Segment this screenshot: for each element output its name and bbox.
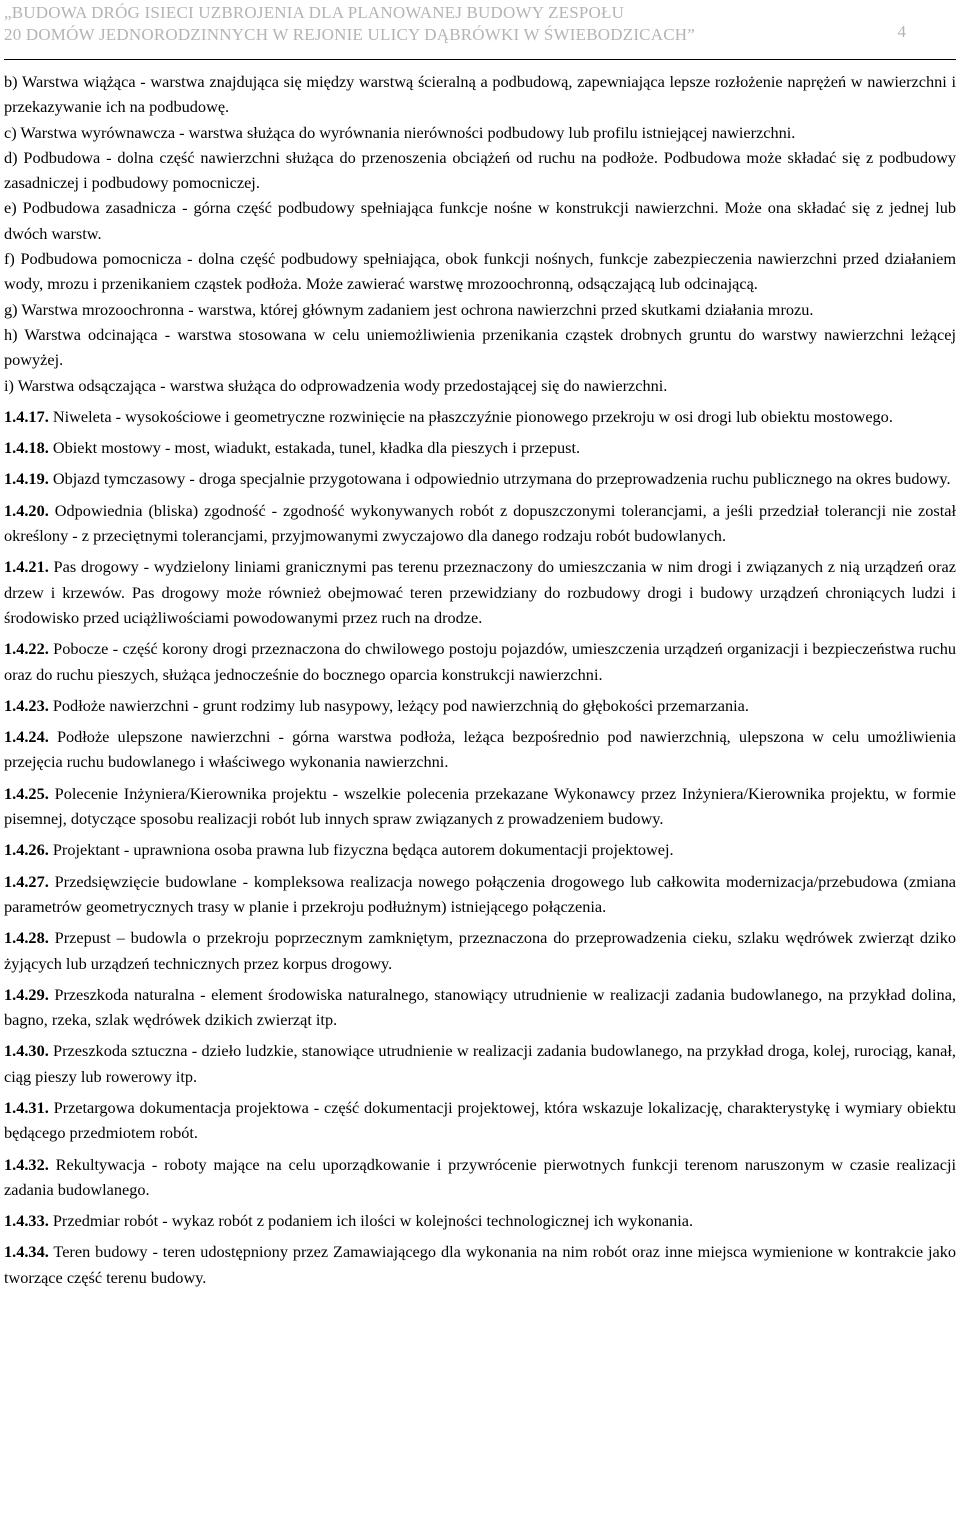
definition-number: 1.4.17.	[4, 406, 49, 426]
definition-1-4-19	[4, 466, 956, 491]
definition-number: 1.4.23.	[4, 695, 49, 715]
definition-text: Projektant - uprawniona osoba prawna lub fizyczna będąca autorem dokumentacji projektowej.	[48, 840, 674, 860]
definition-1-4-27	[4, 869, 956, 920]
definition-number: 1.4.33.	[4, 1211, 49, 1231]
definition-number: 1.4.19.	[4, 469, 49, 489]
definition-text: Podłoże nawierzchni - grunt rodzimy lub nasypowy, leżący pod nawierzchnią do głębokości przemarzania.	[48, 695, 749, 715]
definition-number: 1.4.27.	[4, 871, 49, 891]
definition-number: 1.4.28.	[4, 928, 49, 948]
definition-1-4-26	[4, 837, 956, 862]
definition-1-4-21	[4, 554, 956, 630]
definition-text: Teren budowy - teren udostępniony przez Zamawiającego dla wykonania na nim robót oraz inne miejsca wymienione w kontrakcie jako tworzące część terenu budowy.	[4, 1242, 956, 1287]
definition-text: Obiekt mostowy - most, wiadukt, estakada, tunel, kładka dla pieszych i przepust.	[48, 438, 581, 458]
definition-number: 1.4.30.	[4, 1041, 49, 1061]
definition-text: Przetargowa dokumentacja projektowa - część dokumentacji projektowej, która wskazuje lokalizację, charakterystykę i wymiary obiektu będącego przedmiotem robót.	[4, 1097, 956, 1143]
definition-1-4-29	[4, 982, 956, 1033]
definition-1-4-25	[4, 781, 956, 832]
sub-item-d: d) Podbudowa - dolna część nawierzchni służąca do przenoszenia obciążeń od ruchu na podłoże. Podbudowa może składać się z podbudowy zasadniczej i podbudowy pomocniczej.	[4, 147, 956, 193]
definition-text: Rekultywacja - roboty mające na celu uporządkowanie i przywrócenie pierwotnych funkcji terenom naruszonym w czasie realizacji zadania budowlanego.	[4, 1154, 956, 1199]
definition-number: 1.4.29.	[4, 984, 49, 1004]
sub-item-i: i) Warstwa odsączająca - warstwa służąca do odprowadzenia wody przedostającej się do nawierzchni.	[4, 375, 668, 395]
definition-number: 1.4.18.	[4, 438, 49, 458]
definition-text: Odpowiednia (bliska) zgodność - zgodność wykonywanych robót z dopuszczonymi tolerancjami, a jeśli przedział tolerancji nie został określony - z przeciętnymi tolerancjami, przyjmowanymi zwyczajowo dla danego rodzaju robót budowlanych.	[4, 500, 956, 546]
page-number: 4	[897, 22, 906, 41]
definition-number: 1.4.22.	[4, 639, 49, 659]
definition-number: 1.4.25.	[4, 783, 49, 803]
definition-text: Niweleta - wysokościowe i geometryczne rozwinięcie na płaszczyźnie pionowego przekroju w osi drogi lub obiektu mostowego.	[48, 406, 893, 426]
definition-number: 1.4.31.	[4, 1097, 49, 1117]
definition-1-4-17	[4, 404, 956, 429]
definition-1-4-18	[4, 435, 956, 460]
definition-1-4-34	[4, 1239, 956, 1290]
sub-item-c: c) Warstwa wyrównawcza - warstwa służąca do wyrównania nierówności podbudowy lub profilu istniejącej nawierzchni.	[4, 122, 796, 142]
header-title-line-1: „BUDOWA DRÓG ISIECI UZBROJENIA DLA PLANOWANEJ BUDOWY ZESPOŁU	[4, 3, 625, 22]
sub-item-e: e) Podbudowa zasadnicza - górna część podbudowy spełniająca funkcje nośne w konstrukcji nawierzchni. Może ona składać się z jednej lub dwóch warstw.	[4, 198, 956, 243]
definition-1-4-20	[4, 498, 956, 549]
definition-1-4-23	[4, 693, 956, 718]
definition-number: 1.4.24.	[4, 727, 49, 747]
definition-1-4-33	[4, 1208, 956, 1233]
definition-1-4-30	[4, 1038, 956, 1089]
definition-text: Pas drogowy - wydzielony liniami granicznymi pas terenu przeznaczony do umieszczania w nim drogi i związanych z nią urządzeń oraz drzew i krzewów. Pas drogowy może również obejmować teren przewidziany do rozbudowy drogi i budowy urządzeń chroniących ludzi i środowisko przed uciążliwościami powodowanymi przez ruch na drodze.	[4, 557, 956, 627]
page-header	[4, 0, 956, 60]
sub-item-b: b) Warstwa wiążąca - warstwa znajdująca się między warstwą ścieralną a podbudową, zapewniająca lepsze rozłożenie naprężeń w nawierzchni i przekazywanie ich na podbudowę.	[4, 72, 956, 117]
definition-1-4-22	[4, 636, 956, 687]
definition-1-4-31	[4, 1095, 956, 1146]
definition-number: 1.4.26.	[4, 840, 49, 860]
definition-number: 1.4.21.	[4, 557, 49, 577]
definition-text: Polecenie Inżyniera/Kierownika projektu - wszelkie polecenia przekazane Wykonawcy przez Inżyniera/Kierownika projektu, w formie pisemnej, dotyczące sposobu realizacji robót lub innych spraw związanych z prowadzeniem budowy.	[4, 783, 956, 829]
sub-item-h: h) Warstwa odcinająca - warstwa stosowana w celu uniemożliwienia przenikania cząstek drobnych gruntu do warstwy nawierzchni leżącej powyżej.	[4, 324, 956, 370]
definition-number: 1.4.32.	[4, 1154, 49, 1174]
definition-text: Przedmiar robót - wykaz robót z podaniem ich ilości w kolejności technologicznej ich wykonania.	[48, 1211, 694, 1231]
definition-number: 1.4.34.	[4, 1242, 49, 1262]
document-body	[4, 60, 956, 1290]
definition-text: Pobocze - część korony drogi przeznaczona do chwilowego postoju pojazdów, umieszczenia urządzeń organizacji i bezpieczeństwa ruchu oraz do ruchu pieszych, służąca jednocześnie do bocznego oparcia konstrukcji nawierzchni.	[4, 639, 956, 684]
sub-item-f: f) Podbudowa pomocnicza - dolna część podbudowy spełniająca, obok funkcji nośnych, funkcje zabezpieczenia nawierzchni przed działaniem wody, mrozu i przenikaniem cząstek podłoża. Może zawierać warstwę mrozoochronną, odsączającą lub odcinającą.	[4, 249, 956, 294]
definition-text: Przedsięwzięcie budowlane - kompleksowa realizacja nowego połączenia drogowego lub całkowita modernizacja/przebudowa (zmiana parametrów geometrycznych trasy w planie i przekroju podłużnym) istniejącego połączenia.	[4, 871, 956, 916]
definition-text: Przepust – budowla o przekroju poprzecznym zamkniętym, przeznaczona do przeprowadzenia cieku, szlaku wędrówek zwierząt dziko żyjących lub urządzeń technicznych przez korpus drogowy.	[4, 928, 956, 973]
definition-text: Przeszkoda sztuczna - dzieło ludzkie, stanowiące utrudnienie w realizacji zadania budowlanego, na przykład droga, kolej, rurociąg, kanał, ciąg pieszy lub rowerowy itp.	[4, 1041, 956, 1086]
sub-item-g: g) Warstwa mrozoochronna - warstwa, której głównym zadaniem jest ochrona nawierzchni przed skutkami działania mrozu.	[4, 299, 814, 319]
definition-1-4-24	[4, 724, 956, 775]
definition-text: Przeszkoda naturalna - element środowiska naturalnego, stanowiący utrudnienie w realizacji zadania budowlanego, na przykład dolina, bagno, rzeka, szlak wędrówek dzikich zwierząt itp.	[4, 984, 956, 1030]
definition-1-4-32	[4, 1152, 956, 1203]
definition-text: Podłoże ulepszone nawierzchni - górna warstwa podłoża, leżąca bezpośrednio pod nawierzchnią, ulepszona w celu umożliwienia przejęcia ruchu budowlanego i właściwego wykonania nawierzchni.	[4, 727, 956, 772]
header-title-line-2: 20 DOMÓW JEDNORODZINNYCH W REJONIE ULICY DĄBRÓWKI W ŚWIEBODZICACH”	[4, 25, 695, 44]
definition-number: 1.4.20.	[4, 500, 49, 520]
definition-1-4-28	[4, 925, 956, 976]
definition-text: Objazd tymczasowy - droga specjalnie przygotowana i odpowiednio utrzymana do przeprowadzenia ruchu publicznego na okres budowy.	[48, 469, 951, 489]
